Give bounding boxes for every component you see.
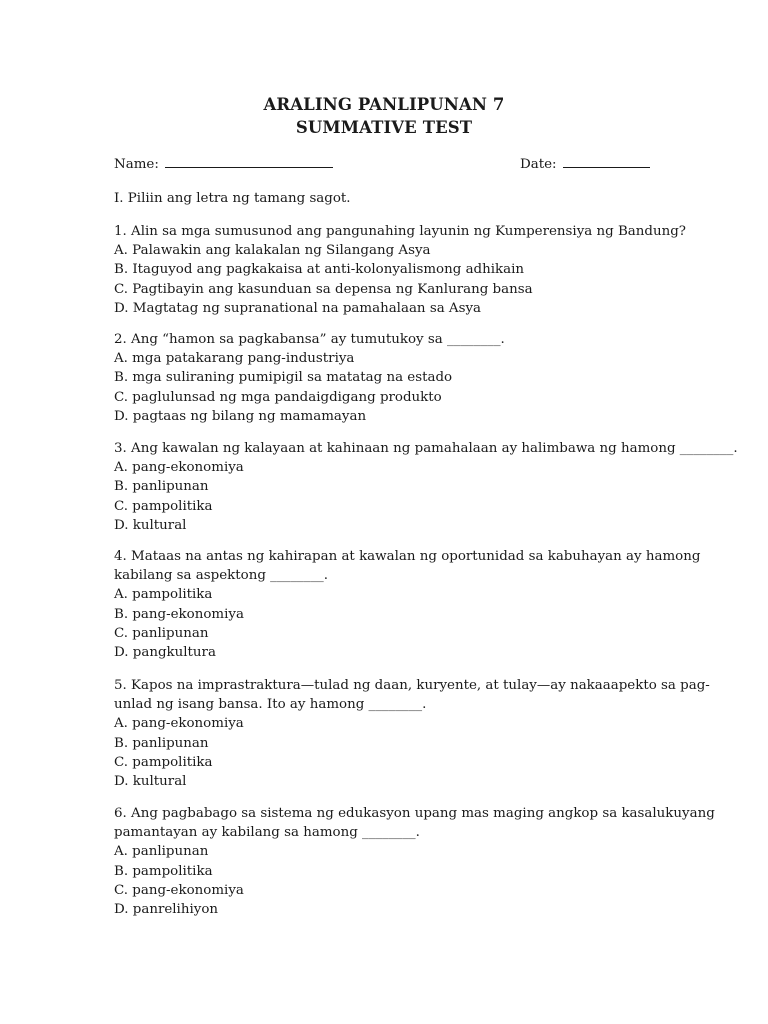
answer-option: D. pangkultura [114,645,216,661]
question-2 [114,330,654,426]
answer-option: A. Palawakin ang kalakalan ng Silangang Asya [114,243,431,259]
answer-option: A. mga patakarang pang-industriya [114,351,355,367]
question-5 [114,676,710,791]
answer-option: D. kultural [114,517,187,533]
answer-option: C. panlipunan [114,625,209,641]
answer-option: B. Itaguyod ang pagkakaisa at anti-kolonyalismong adhikain [114,262,525,278]
question-stem: 4. Mataas na antas ng kahirapan at kawalan ng oportunidad sa kabuhayan ay hamong [114,549,701,564]
date-label: Date: [520,157,557,172]
question-stem: unlad ng isang bansa. Ito ay hamong ________. [114,697,427,713]
name-blank-line [165,155,333,168]
answer-option: A. pang-ekonomiya [114,460,244,476]
answer-option: C. pang-ekonomiya [114,882,244,898]
answer-option: A. panlipunan [114,844,209,860]
question-stem: pamantayan ay kabilang sa hamong ________. [114,825,420,841]
question-1 [114,222,686,318]
answer-option: C. Pagtibayin ang kasunduan sa depensa ng Kanlurang bansa [114,281,533,297]
answer-option: D. panrelihiyon [114,902,218,918]
date-blank-line [563,155,650,168]
question-stem: 5. Kapos na imprastraktura—tulad ng daan, kuryente, at tulay—ay nakaaapekto sa pag- [114,678,710,693]
section-instruction: I. Piliin ang letra ng tamang sagot. [114,191,351,206]
question-3 [114,439,738,535]
answer-option: C. pampolitika [114,498,213,514]
answer-option: B. panlipunan [114,735,209,751]
question-stem: 2. Ang “hamon sa pagkabansa” ay tumutukoy sa ________. [114,332,505,347]
answer-option: A. pang-ekonomiya [114,716,244,732]
document-title: ARALING PANLIPUNAN 7 [263,95,505,114]
question-stem: 3. Ang kawalan ng kalayaan at kahinaan ng pamahalaan ay halimbawa ng hamong ________. [114,441,738,456]
name-label: Name: [114,157,159,172]
answer-option: B. mga suliraning pumipigil sa matatag na estado [114,370,453,386]
question-6 [114,804,715,919]
answer-option: D. pagtaas ng bilang ng mamamayan [114,408,367,424]
answer-option: B. panlipunan [114,479,209,495]
answer-option: A. pampolitika [114,587,213,603]
answer-option: C. pampolitika [114,754,213,770]
answer-option: B. pang-ekonomiya [114,606,244,622]
answer-option: D. Magtatag ng supranational na pamahalaan sa Asya [114,300,482,316]
document-subtitle: SUMMATIVE TEST [295,118,473,137]
answer-option: C. paglulunsad ng mga pandaigdigang produkto [114,389,442,405]
name-field [114,155,333,172]
date-field [520,155,650,172]
question-4 [114,547,701,662]
answer-option: B. pampolitika [114,863,213,879]
question-stem: kabilang sa aspektong ________. [114,568,328,584]
question-stem: 1. Alin sa mga sumusunod ang pangunahing layunin ng Kumperensiya ng Bandung? [114,224,686,239]
answer-option: D. kultural [114,774,187,790]
question-stem: 6. Ang pagbabago sa sistema ng edukasyon upang mas maging angkop sa kasalukuyang [114,806,715,821]
